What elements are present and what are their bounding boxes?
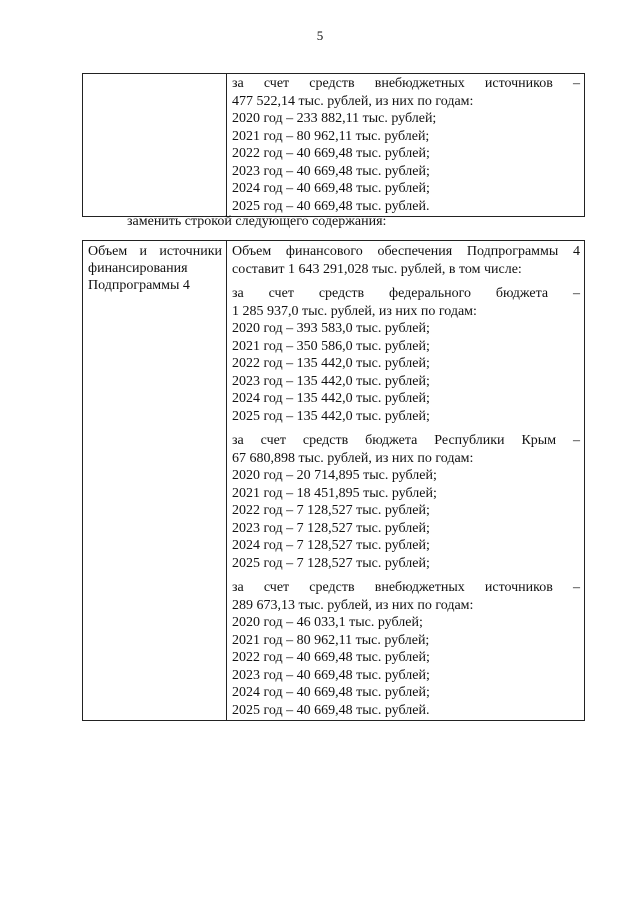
funding-block-extrabudgetary xyxy=(232,579,580,719)
funding-cell xyxy=(227,241,585,721)
year-line: 2024 год – 40 669,48 тыс. рублей; xyxy=(232,685,430,700)
table-row xyxy=(83,74,585,217)
intro-line: составит 1 643 291,028 тыс. рублей, в том числе: xyxy=(232,261,522,277)
continued-table xyxy=(82,73,585,217)
row-label-line: Объем и источники xyxy=(88,244,222,259)
row-label-line: финансирования xyxy=(88,261,188,276)
replace-instruction: заменить строкой следующего содержания: xyxy=(127,214,387,229)
row-label-line: Подпрограммы 4 xyxy=(88,278,190,293)
block-heading-line: 1 285 937,0 тыс. рублей, из них по годам: xyxy=(232,303,477,319)
year-line: 2025 год – 40 669,48 тыс. рублей. xyxy=(232,198,430,214)
intro-block xyxy=(232,243,580,278)
block-heading-line: за счет средств федерального бюджета – xyxy=(232,286,580,301)
label-cell xyxy=(83,241,227,721)
year-line: 2022 год – 7 128,527 тыс. рублей; xyxy=(232,503,430,518)
funding-blocks xyxy=(232,285,580,719)
empty-label-cell xyxy=(83,74,227,217)
funding-block-crimea xyxy=(232,432,580,572)
replacement-table xyxy=(82,240,585,721)
funding-content xyxy=(227,241,584,720)
year-line: 2020 год – 393 583,0 тыс. рублей; xyxy=(232,321,430,336)
year-line: 2021 год – 18 451,895 тыс. рублей; xyxy=(232,485,437,501)
year-line: 2022 год – 135 442,0 тыс. рублей; xyxy=(232,356,430,371)
funding-block-federal xyxy=(232,285,580,425)
year-line: 2022 год – 40 669,48 тыс. рублей; xyxy=(232,146,430,161)
year-line: 2023 год – 40 669,48 тыс. рублей; xyxy=(232,163,430,179)
table-row xyxy=(83,241,585,721)
year-line: 2020 год – 46 033,1 тыс. рублей; xyxy=(232,615,423,630)
year-line: 2023 год – 135 442,0 тыс. рублей; xyxy=(232,373,430,389)
year-line: 2024 год – 7 128,527 тыс. рублей; xyxy=(232,538,430,553)
year-line: 2025 год – 40 669,48 тыс. рублей. xyxy=(232,702,430,718)
year-line: 2024 год – 40 669,48 тыс. рублей; xyxy=(232,181,430,196)
year-line: 2023 год – 40 669,48 тыс. рублей; xyxy=(232,667,430,683)
year-line: 2020 год – 233 882,11 тыс. рублей; xyxy=(232,111,437,126)
year-list xyxy=(232,110,580,215)
year-line: 2023 год – 7 128,527 тыс. рублей; xyxy=(232,520,430,536)
block-heading-line: 477 522,14 тыс. рублей, из них по годам: xyxy=(232,93,474,109)
page-number: 5 xyxy=(316,28,324,43)
year-line: 2020 год – 20 714,895 тыс. рублей; xyxy=(232,468,437,483)
year-line: 2021 год – 80 962,11 тыс. рублей; xyxy=(232,128,430,144)
year-line: 2025 год – 7 128,527 тыс. рублей; xyxy=(232,555,430,571)
block-heading-line: за счет средств внебюджетных источников – xyxy=(232,76,580,91)
year-line: 2021 год – 350 586,0 тыс. рублей; xyxy=(232,338,430,354)
year-line: 2021 год – 80 962,11 тыс. рублей; xyxy=(232,632,430,648)
year-line: 2024 год – 135 442,0 тыс. рублей; xyxy=(232,391,430,406)
block-heading-line: 67 680,898 тыс. рублей, из них по годам: xyxy=(232,450,474,466)
year-line: 2022 год – 40 669,48 тыс. рублей; xyxy=(232,650,430,665)
funding-block-extrabudgetary xyxy=(227,74,584,216)
intro-line: Объем финансового обеспечения Подпрограммы 4 xyxy=(232,244,580,259)
block-heading-line: 289 673,13 тыс. рублей, из них по годам: xyxy=(232,597,474,613)
block-heading-line: за счет средств бюджета Республики Крым – xyxy=(232,433,580,448)
row-label xyxy=(83,241,226,294)
block-heading-line: за счет средств внебюджетных источников – xyxy=(232,580,580,595)
funding-cell xyxy=(227,74,585,217)
year-line: 2025 год – 135 442,0 тыс. рублей; xyxy=(232,408,430,424)
